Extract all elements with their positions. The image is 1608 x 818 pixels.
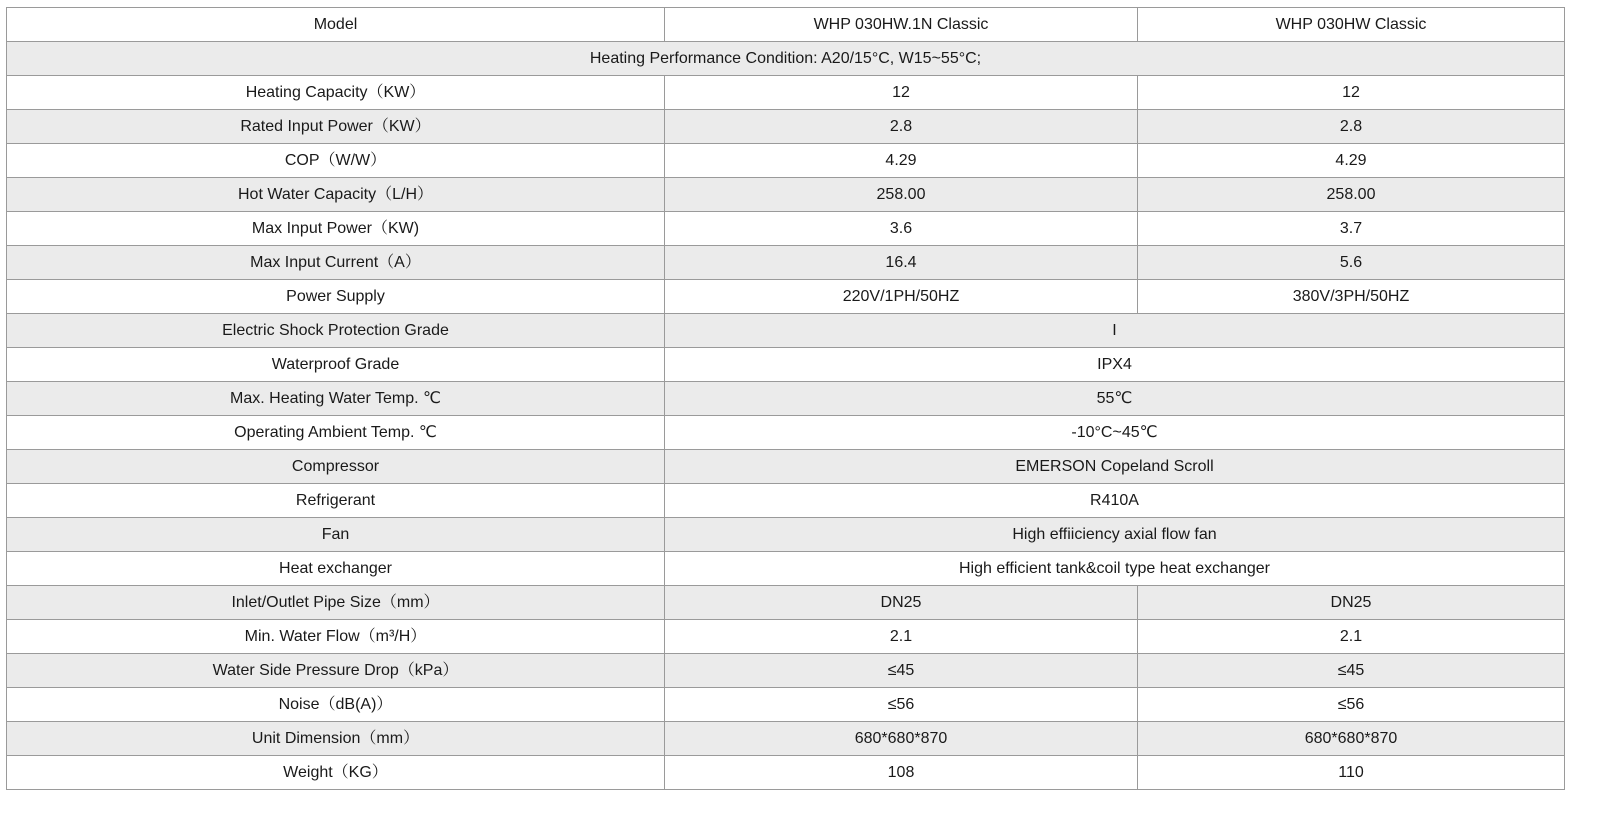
row-label-cell: Weight（KG） [7,756,665,790]
row-model-b-value-cell: 4.29 [1138,144,1565,178]
table-row [7,552,1565,586]
row-model-b-value-cell: ≤45 [1138,654,1565,688]
row-shared-value-cell: High efficient tank&coil type heat exchanger [665,552,1565,586]
row-label-cell: Max Input Power（KW) [7,212,665,246]
table-row [7,654,1565,688]
row-label-cell: Operating Ambient Temp. ℃ [7,416,665,450]
row-model-b-value-cell: 110 [1138,756,1565,790]
row-label-cell: Rated Input Power（KW） [7,110,665,144]
row-label-cell: Max Input Current（A） [7,246,665,280]
row-model-a-value-cell: 3.6 [665,212,1138,246]
spec-table [6,7,1565,790]
table-row [7,722,1565,756]
row-model-a-value-cell: 108 [665,756,1138,790]
row-model-a-value-cell: 16.4 [665,246,1138,280]
row-model-a-value-cell: 2.8 [665,110,1138,144]
row-model-b-value-cell: 380V/3PH/50HZ [1138,280,1565,314]
table-row [7,620,1565,654]
header-label-cell: Model [7,8,665,42]
row-shared-value-cell: EMERSON Copeland Scroll [665,450,1565,484]
row-label-cell: Max. Heating Water Temp. ℃ [7,382,665,416]
row-label-cell: Refrigerant [7,484,665,518]
row-model-a-value-cell: ≤45 [665,654,1138,688]
header-model-a-cell: WHP 030HW.1N Classic [665,8,1138,42]
table-row [7,178,1565,212]
row-shared-value-cell: I [665,314,1565,348]
table-row [7,314,1565,348]
row-shared-value-cell: High effiiciency axial flow fan [665,518,1565,552]
table-row [7,688,1565,722]
row-shared-value-cell: -10°C~45℃ [665,416,1565,450]
row-model-b-value-cell: 258.00 [1138,178,1565,212]
table-row [7,484,1565,518]
row-model-a-value-cell: 12 [665,76,1138,110]
row-model-a-value-cell: 4.29 [665,144,1138,178]
row-model-b-value-cell: DN25 [1138,586,1565,620]
row-model-b-value-cell: 680*680*870 [1138,722,1565,756]
row-model-b-value-cell: 12 [1138,76,1565,110]
table-row [7,416,1565,450]
row-model-b-value-cell: 3.7 [1138,212,1565,246]
table-row [7,348,1565,382]
row-model-a-value-cell: 258.00 [665,178,1138,212]
row-label-cell: Electric Shock Protection Grade [7,314,665,348]
table-row [7,586,1565,620]
row-label-cell: Power Supply [7,280,665,314]
row-model-a-value-cell: DN25 [665,586,1138,620]
row-label-cell: Min. Water Flow（m³/H） [7,620,665,654]
row-model-a-value-cell: ≤56 [665,688,1138,722]
row-model-a-value-cell: 2.1 [665,620,1138,654]
table-row [7,144,1565,178]
table-row [7,76,1565,110]
row-label-cell: Water Side Pressure Drop（kPa） [7,654,665,688]
row-label-cell: Noise（dB(A)） [7,688,665,722]
table-row [7,212,1565,246]
row-model-b-value-cell: 5.6 [1138,246,1565,280]
row-label-cell: Unit Dimension（mm） [7,722,665,756]
table-row [7,110,1565,144]
row-model-b-value-cell: ≤56 [1138,688,1565,722]
row-shared-value-cell: IPX4 [665,348,1565,382]
table-row [7,246,1565,280]
row-shared-value-cell: R410A [665,484,1565,518]
row-label-cell: Heating Capacity（KW） [7,76,665,110]
row-label-cell: Fan [7,518,665,552]
spec-table-body [7,8,1565,790]
condition-cell: Heating Performance Condition: A20/15°C, W15~55°C; [7,42,1565,76]
row-model-b-value-cell: 2.1 [1138,620,1565,654]
row-shared-value-cell: 55℃ [665,382,1565,416]
row-label-cell: Hot Water Capacity（L/H） [7,178,665,212]
row-label-cell: Heat exchanger [7,552,665,586]
table-row [7,450,1565,484]
row-model-a-value-cell: 680*680*870 [665,722,1138,756]
row-label-cell: Inlet/Outlet Pipe Size（mm） [7,586,665,620]
row-model-a-value-cell: 220V/1PH/50HZ [665,280,1138,314]
table-row [7,518,1565,552]
condition-row [7,42,1565,76]
spec-table-container [6,7,1565,790]
row-label-cell: Waterproof Grade [7,348,665,382]
table-row [7,382,1565,416]
header-model-b-cell: WHP 030HW Classic [1138,8,1565,42]
table-row [7,280,1565,314]
row-model-b-value-cell: 2.8 [1138,110,1565,144]
table-row [7,756,1565,790]
header-row [7,8,1565,42]
row-label-cell: Compressor [7,450,665,484]
row-label-cell: COP（W/W） [7,144,665,178]
